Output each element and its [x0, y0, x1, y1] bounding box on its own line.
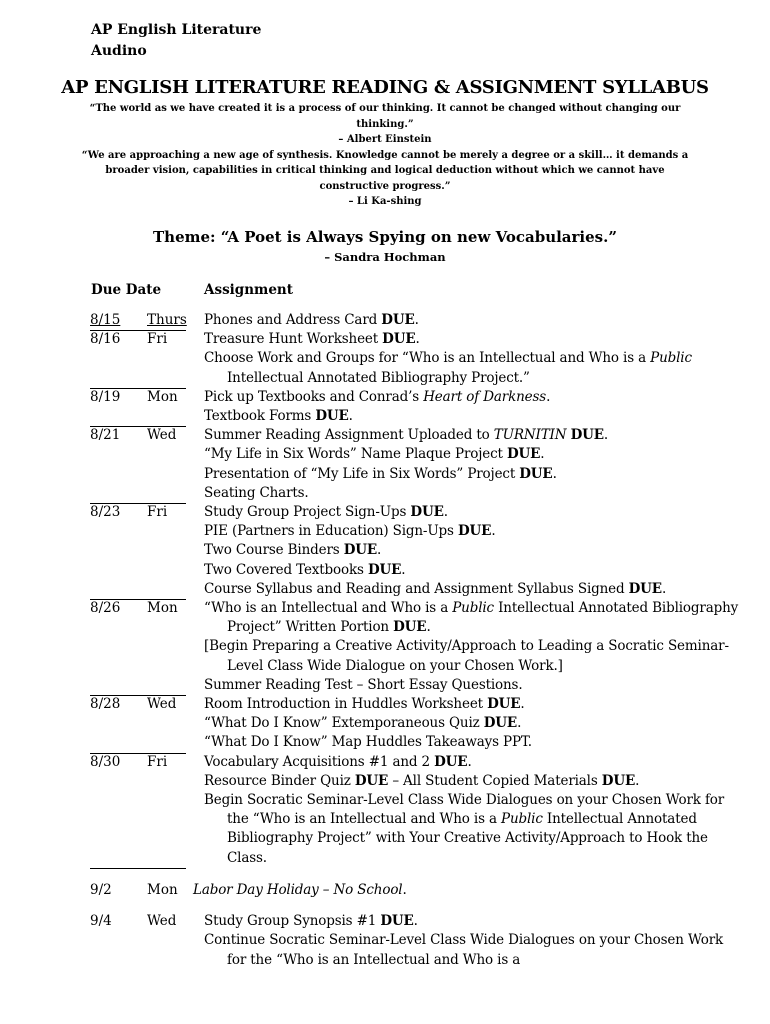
due-date: 8/30	[90, 753, 121, 770]
assignment-item: Seating Charts.	[204, 484, 309, 501]
assignment-item: “Who is an Intellectual and Who is a Public Intellectual Annotated Bibliography Project” Written Portion DUE.	[204, 600, 739, 636]
schedule-row	[0, 426, 770, 503]
assignment-item: “My Life in Six Words” Name Plaque Project DUE.	[204, 446, 545, 463]
assignment-item: Phones and Address Card DUE.	[204, 312, 419, 328]
due-date: 8/16	[90, 331, 121, 348]
quote-li-ka-shing: “We are approaching a new age of synthesis. Knowledge cannot be merely a degree or a skill… it demands a broader vision, capabilities in critical thinking and logical deduction without which we cannot have constructive progress.”	[81, 149, 689, 192]
quote-einstein: “The world as we have created it is a process of our thinking. It cannot be changed without changing our thinking.”	[89, 103, 681, 130]
assignment-item: Presentation of “My Life in Six Words” Project DUE.	[204, 465, 557, 482]
theme-author: – Sandra Hochman	[324, 250, 446, 264]
theme-heading: Theme: “A Poet is Always Spying on new Vocabularies.”	[153, 228, 617, 246]
schedule-row	[0, 753, 770, 868]
assignment-item: Course Syllabus and Reading and Assignment Syllabus Signed DUE.	[204, 580, 667, 597]
schedule-row	[0, 503, 770, 599]
due-day: Fri	[147, 753, 168, 770]
schedule-row	[0, 695, 770, 753]
assignment-list	[204, 599, 744, 695]
schedule-row	[0, 912, 770, 970]
assignment-item: Choose Work and Groups for “Who is an Intellectual and Who is a Public Intellectual Annotated Bibliography Project.”	[204, 350, 692, 386]
schedule-table	[0, 311, 770, 970]
assignment-item: Textbook Forms DUE.	[204, 408, 353, 425]
assignment-item: Two Covered Textbooks DUE.	[204, 561, 406, 578]
due-date: 8/15	[90, 312, 121, 328]
assignment-item: Summer Reading Test – Short Essay Questions.	[204, 676, 523, 693]
schedule-row	[0, 881, 770, 900]
assignment-list	[204, 912, 744, 970]
due-date: 8/28	[90, 696, 121, 713]
assignment-item: “What Do I Know” Map Huddles Takeaways PPT.	[204, 734, 532, 751]
due-date: 9/2	[90, 881, 112, 898]
due-date: 9/4	[90, 913, 112, 930]
schedule-row	[0, 330, 770, 388]
assignment-item: Treasure Hunt Worksheet DUE.	[204, 331, 420, 348]
assignment-list	[204, 388, 744, 426]
assignment-list	[204, 753, 744, 868]
assignment-item: Study Group Project Sign-Ups DUE.	[204, 504, 448, 521]
assignment-item: Pick up Textbooks and Conrad’s Heart of Darkness.	[204, 388, 551, 405]
page-title: AP ENGLISH LITERATURE READING & ASSIGNMENT SYLLABUS	[61, 77, 709, 98]
assignment-item: Resource Binder Quiz DUE – All Student Copied Materials DUE.	[204, 772, 640, 789]
assignment-item: “What Do I Know” Extemporaneous Quiz DUE.	[204, 715, 522, 732]
assignment-item: Labor Day Holiday – No School.	[193, 881, 407, 898]
assignment-item: PIE (Partners in Education) Sign-Ups DUE.	[204, 523, 496, 540]
assignment-item: Study Group Synopsis #1 DUE.	[204, 913, 418, 930]
assignment-list	[204, 426, 744, 503]
due-date-header: Due Date	[91, 282, 162, 298]
schedule-row	[0, 388, 770, 426]
quotes-block	[80, 101, 690, 210]
due-date: 8/26	[90, 600, 121, 617]
schedule-row	[0, 311, 770, 330]
due-day: Wed	[147, 427, 177, 444]
teacher-name: Audino	[91, 43, 147, 59]
due-day: Wed	[147, 696, 177, 713]
assignment-item: [Begin Preparing a Creative Activity/Approach to Leading a Socratic Seminar-Level Class Wide Dialogue on your Chosen Work.]	[204, 638, 729, 674]
quote-li-ka-shing-author: – Li Ka-shing	[348, 196, 422, 207]
assignment-item: Vocabulary Acquisitions #1 and 2 DUE.	[204, 753, 472, 770]
assignment-header: Assignment	[204, 282, 293, 298]
assignment-item: Room Introduction in Huddles Worksheet DUE.	[204, 696, 525, 713]
assignment-item: Two Course Binders DUE.	[204, 542, 382, 559]
row-divider	[90, 868, 186, 869]
assignment-item: Begin Socratic Seminar-Level Class Wide Dialogues on your Chosen Work for the “Who is an Intellectual and Who is a Public Intellectual Annotated Bibliography Project” with Your Creative Activity/Approach to Hook the Class.	[204, 792, 725, 866]
due-day: Mon	[147, 388, 178, 405]
assignment-item: Summer Reading Assignment Uploaded to TURNITIN DUE.	[204, 427, 609, 444]
assignment-list	[204, 311, 744, 330]
assignment-list	[204, 330, 744, 388]
assignment-list	[193, 881, 733, 900]
due-day: Mon	[147, 600, 178, 617]
quote-einstein-author: – Albert Einstein	[338, 134, 432, 145]
course-name: AP English Literature	[91, 22, 262, 38]
schedule-row	[0, 599, 770, 695]
due-date: 8/21	[90, 427, 121, 444]
assignment-item: Continue Socratic Seminar-Level Class Wide Dialogues on your Chosen Work for the “Who is an Intellectual and Who is a	[204, 932, 724, 968]
due-day: Fri	[147, 331, 168, 348]
due-day: Thurs	[147, 312, 187, 328]
due-date: 8/23	[90, 504, 121, 521]
due-day: Wed	[147, 913, 177, 930]
assignment-list	[204, 503, 744, 599]
due-day: Mon	[147, 881, 178, 898]
assignment-list	[204, 695, 744, 753]
due-day: Fri	[147, 504, 168, 521]
due-date: 8/19	[90, 388, 121, 405]
